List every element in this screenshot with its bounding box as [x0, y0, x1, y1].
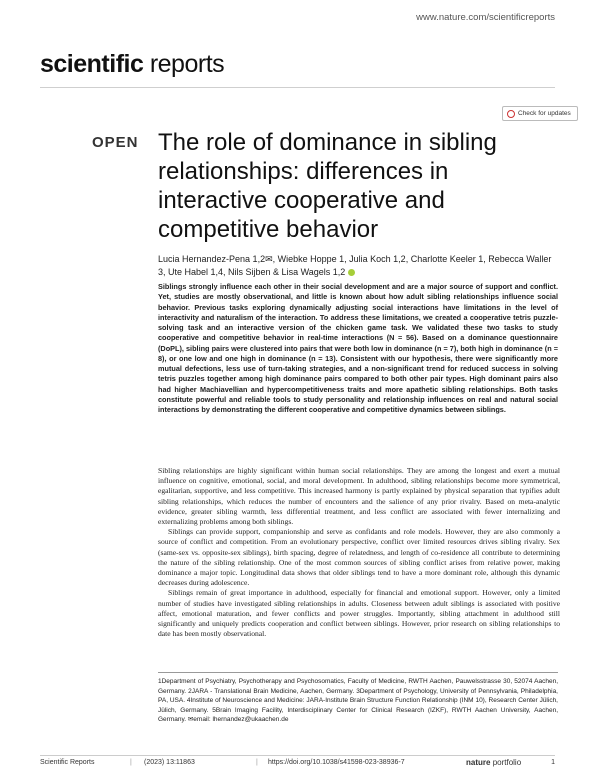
author-list [158, 253, 558, 279]
authors-text: Lucia Hernandez-Pena 1,2✉, Wiebke Hoppe 1, Julia Koch 1,2, Charlotte Keeler 1, Rebecca Waller 3, Ute Habel 1,4, Nils Sijben & Lisa Wagels 1,2 [158, 254, 552, 277]
article-title: The role of dominance in sibling relationships: differences in interactive cooperative and competitive behavior [158, 129, 497, 243]
body-paragraph-3: Siblings remain of great importance in adulthood, especially for financial and emotional support. However, only a limited number of studies have investigated sibling relationships in adults. Closeness between adult siblings is associated with positive affect, emotional maturation, and fewer conflicts and power struggles. Importantly, sibling attachment in adulthood still significantly and uniquely predicts cooperation and conflict between siblings. However, prior research on sibling relationships to date has been mostly observational. [158, 588, 560, 639]
orcid-icon[interactable] [348, 269, 355, 276]
affiliations: 1Department of Psychiatry, Psychotherapy and Psychosomatics, Faculty of Medicine, RWTH Aachen, Pauwelsstrasse 30, 52074 Aachen, Germany. 2JARA - Translational Brain Medicine, Aachen, Germany. 3Department of Psychology, University of Pennsylvania, Philadelphia, PA, USA. 4Institute of Neuroscience and Medicine: JARA-Institute Brain Structure Function Relationship (INM 10), Research Center Jülich, Jülich, Germany. 5Brain Imaging Facility, Interdisciplinary Center for Clinical Research (IZKF), RWTH Aachen University, Aachen, Germany. ✉email: lhernandez@ukaachen.de [158, 678, 558, 724]
page-footer [40, 759, 555, 771]
footer-volume: (2023) 13:11863 [144, 759, 195, 766]
journal-url[interactable]: www.nature.com/scientificreports [416, 12, 555, 23]
article-body [158, 466, 560, 639]
publisher-bold: nature [466, 758, 491, 767]
update-icon [507, 110, 515, 118]
check-updates-label: Check for updates [518, 110, 571, 117]
brand-bold: scientific [40, 50, 144, 78]
body-paragraph-2: Siblings can provide support, companionship and serve as confidants and role models. However, they are also commonly a source of conflict and competition. From an evolutionary perspective, conflict over limited resources drives sibling rivalry. Sex (same-sex vs. opposite-sex siblings), birth spacing, degree of relatedness, and length of co-residence all contribute to determining the nature of the sibling relationship. One of the most common sources of sibling conflict arises from relative power, making dominance a major topic. Longitudinal data shows that older siblings tend to have a more dominant role, although this dynamic decreases during adolescence. [158, 527, 560, 588]
footer-divider [40, 755, 555, 756]
footer-journal: Scientific Reports [40, 759, 95, 766]
publisher-logo [466, 758, 521, 767]
footer-separator: | [256, 759, 258, 766]
affiliations-divider [158, 672, 558, 673]
check-for-updates-button[interactable] [502, 106, 578, 121]
brand-regular: reports [149, 50, 225, 78]
open-access-label: OPEN [92, 134, 139, 151]
footer-separator: | [130, 759, 132, 766]
header-divider [40, 87, 555, 88]
publisher-regular: portfolio [492, 758, 522, 767]
footer-doi-link[interactable]: https://doi.org/10.1038/s41598-023-38936-7 [268, 759, 405, 766]
body-paragraph-1: Sibling relationships are highly significant within human social relationships. They are among the longest and exert a mutual influence on cognitive, emotional, social, and moral development. In adulthood, sibling relationships become more symmetrical, egalitarian, supportive, and less competitive. This increased harmony is partly explained by physical separation that typifies adult sibling relationships, which reduces the number of encounters and the salience of any prior rivalry. Based on meta-analytic evidence, greater sibling warmth, less differential treatment, and less conflict are associated with fewer internalizing and externalizing problems among both siblings. [158, 466, 560, 527]
page-number: 1 [551, 759, 555, 766]
abstract: Siblings strongly influence each other in their social development and are a major source of support and conflict. Yet, studies are mostly observational, and little is known about how adult sibling relationships influence social behavior. Previous tasks exploring dynamically adjusting social interactions have limitations in the level of interactivity and naturalism of the interaction. To address these limitations, we created a cooperative tetris puzzle-solving task and an interactive version of the chicken game task. We validated these two tasks to study cooperative and competitive behavior in real-time interactions (N = 56). Based on a dominance questionnaire (DoPL), sibling pairs were clustered into pairs that were both low in dominance (n = 7), both high in dominance (n = 8), or one low and one high in dominance (n = 13). Consistent with our hypothesis, there were significantly more mutual defections, less use of turn-taking strategies, and a non-significant trend for reduced success in solving tetris puzzles together among high dominance pairs compared to both other pair types. High dominant pairs also had higher Machiavellian and hypercompetitiveness traits and more apathetic sibling relationships. Both tasks constitute powerful and reliable tools to study personality and relationship influences on real and natural social interactions by demonstrating the different cooperative and competitive dynamics between siblings. [158, 282, 558, 414]
journal-brand [40, 50, 224, 79]
